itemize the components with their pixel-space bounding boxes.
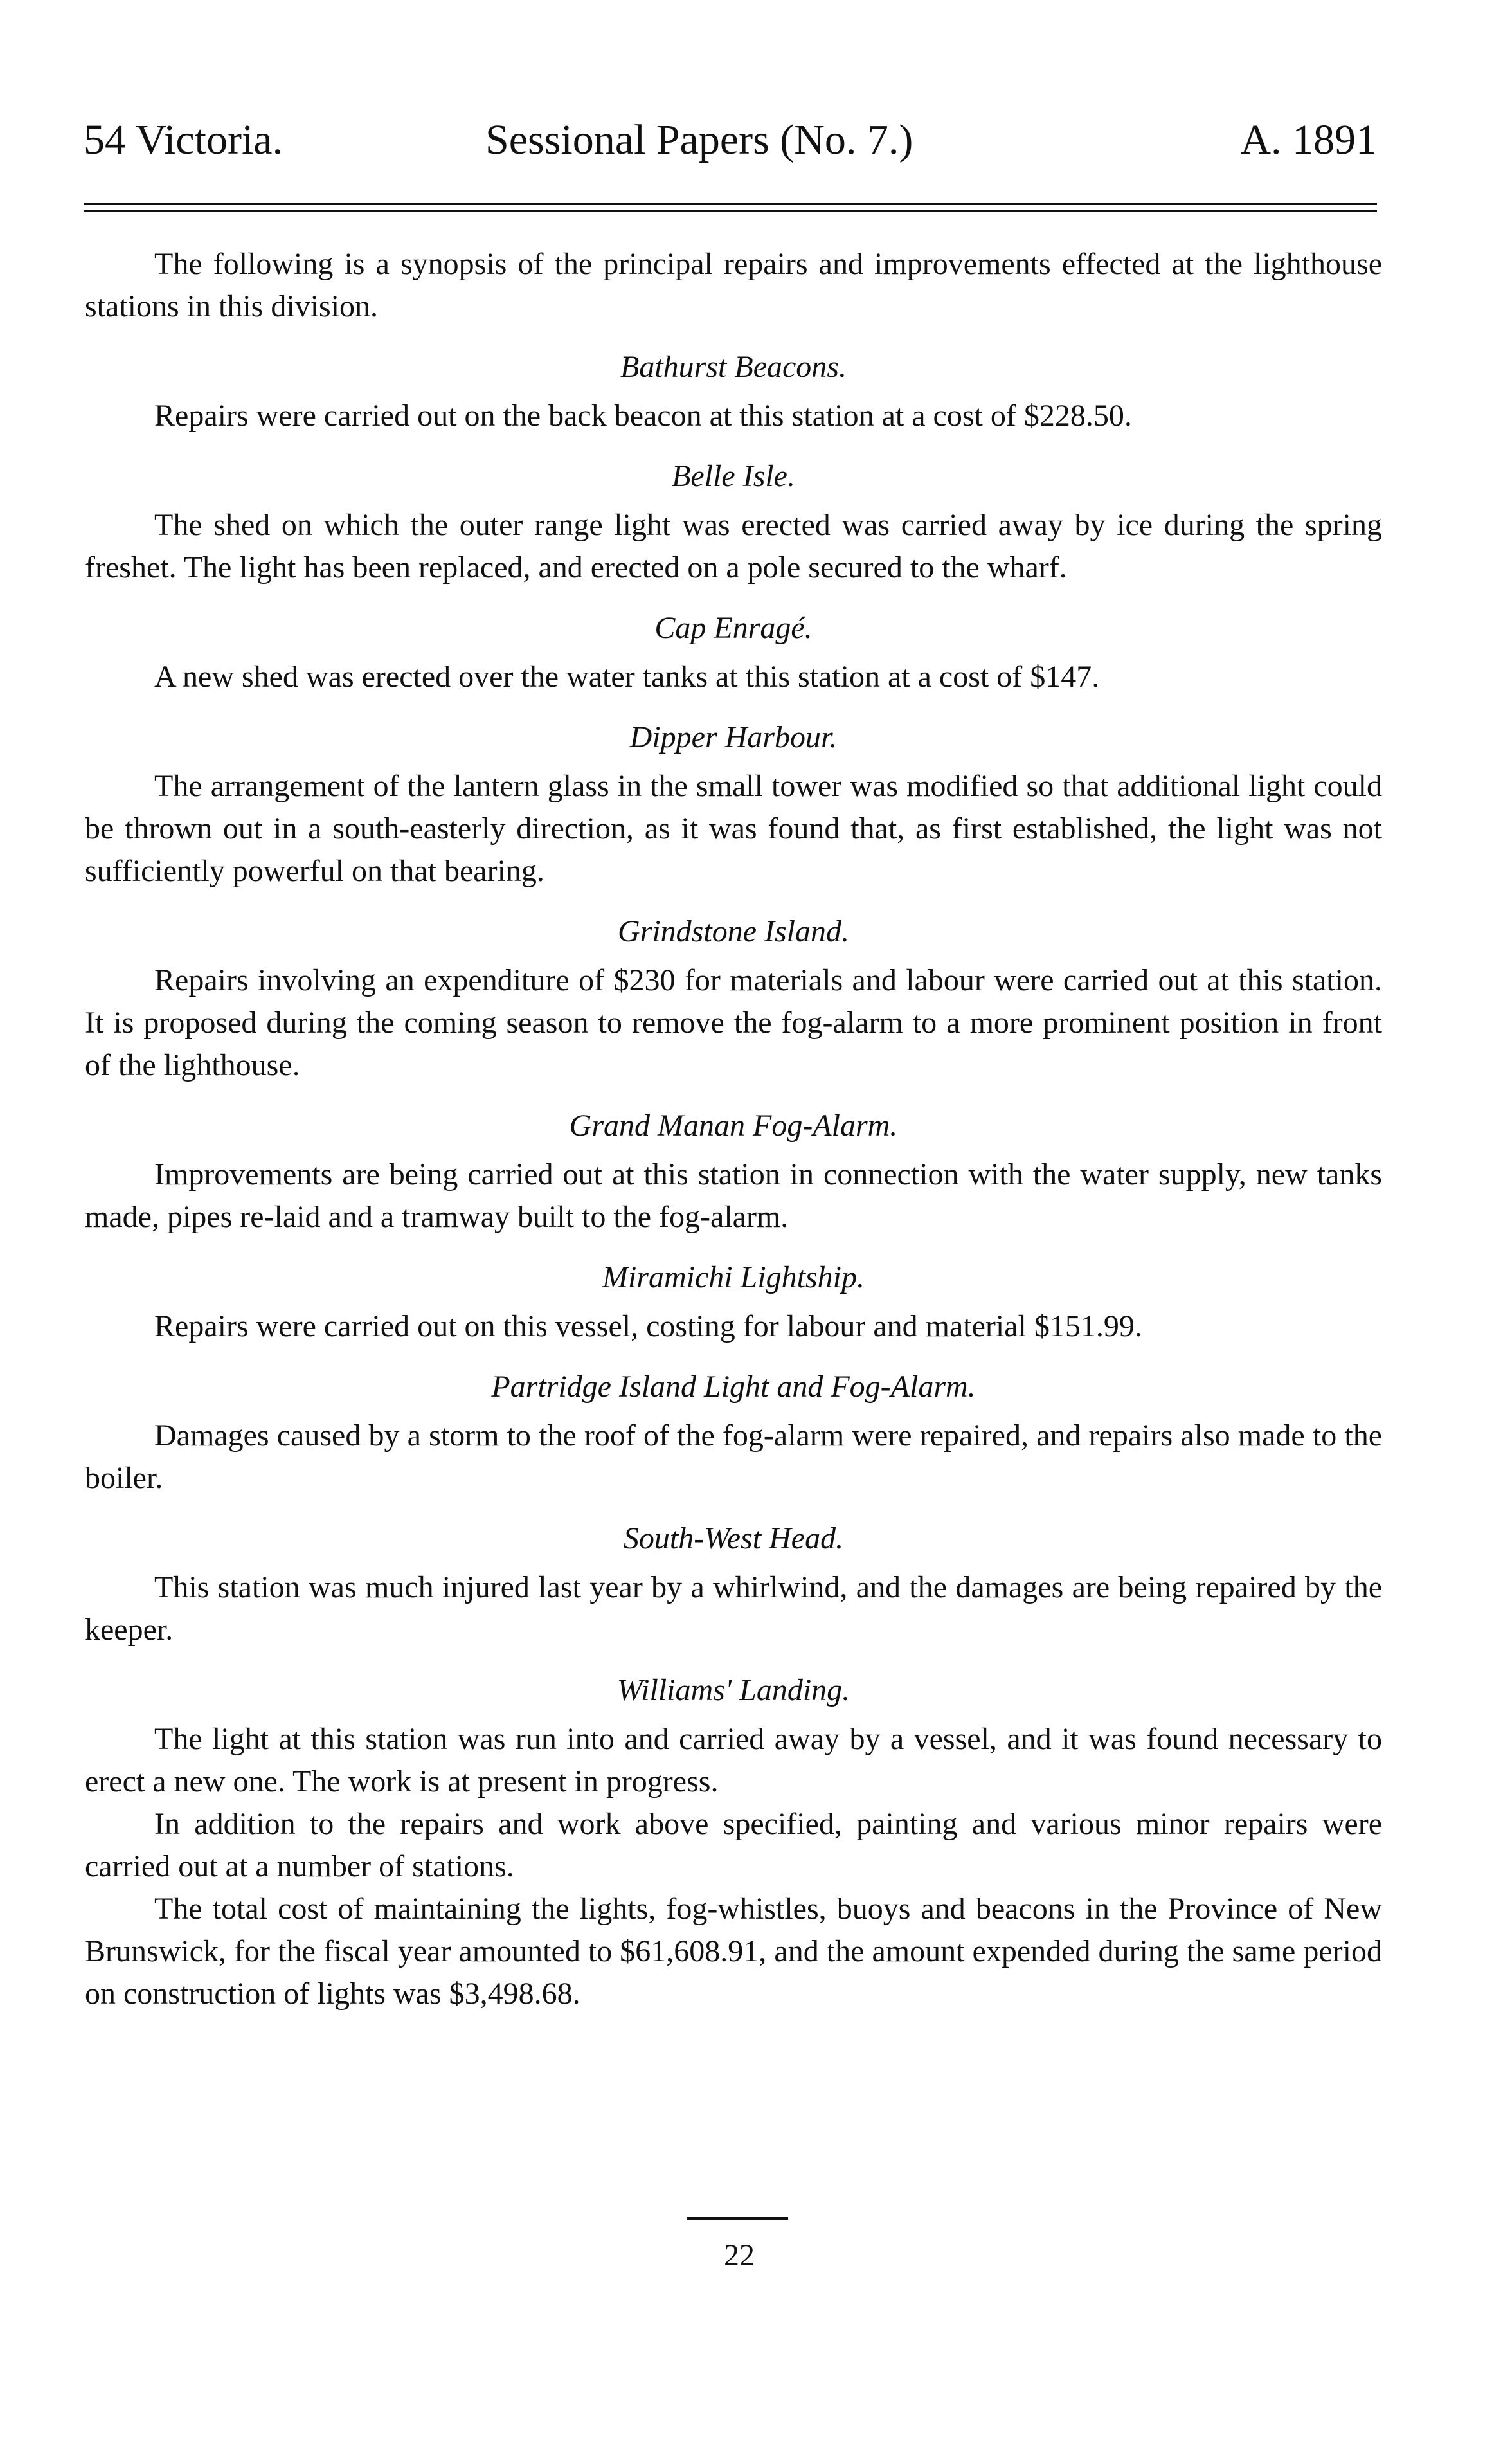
header-year: A. 1891 (1240, 116, 1377, 163)
section-paragraph: This station was much injured last year by a whirlwind, and the damages are being repaired by the keeper. (85, 1570, 1382, 1647)
header-double-rule (84, 203, 1377, 212)
section-heading: Miramichi Lightship. (602, 1260, 865, 1294)
section-paragraph: A new shed was erected over the water tanks at this station at a cost of $147. (154, 660, 1100, 694)
section-paragraph: The arrangement of the lantern glass in the small tower was modified so that additional light could be thrown out in a south-easterly direction, as it was found that, as first established, the light was not sufficiently powerful on that bearing. (85, 769, 1382, 888)
section-heading: Belle Isle. (672, 459, 795, 493)
section-dipper-harbour (85, 716, 1382, 892)
section-miramichi-lightship (85, 1256, 1382, 1348)
page-number-rule (687, 2217, 788, 2220)
section-paragraph: Damages caused by a storm to the roof of the fog-alarm were repaired, and repairs also made to the boiler. (85, 1418, 1382, 1495)
section-paragraph: Repairs were carried out on the back beacon at this station at a cost of $228.50. (154, 399, 1132, 433)
section-belle-isle (85, 455, 1382, 589)
section-grand-manan-fog-alarm (85, 1105, 1382, 1238)
section-heading: Partridge Island Light and Fog-Alarm. (491, 1370, 976, 1404)
section-williams-landing (85, 1669, 1382, 2015)
section-paragraph: The light at this station was run into and carried away by a vessel, and it was found necessary to erect a new one. The work is at present in progress. (85, 1722, 1382, 1798)
section-paragraph: Repairs were carried out on this vessel, costing for labour and material $151.99. (154, 1309, 1142, 1343)
running-head (84, 114, 1377, 166)
section-paragraph: In addition to the repairs and work above specified, painting and various minor repairs were carried out at a number of stations. (85, 1807, 1382, 1883)
section-heading: Grand Manan Fog-Alarm. (569, 1109, 898, 1143)
section-heading: Williams' Landing. (616, 1673, 851, 1707)
section-paragraph: Repairs involving an expenditure of $230 for materials and labour were carried out at this station. It is proposed during the coming season to remove the fog-alarm to a more prominent position in front of the lighthouse. (85, 963, 1382, 1082)
header-volume: 54 Victoria. (84, 116, 284, 163)
section-grindstone-island (85, 910, 1382, 1087)
section-heading: South-West Head. (623, 1521, 844, 1555)
section-paragraph: Improvements are being carried out at this station in connection with the water supply, new tanks made, pipes re-laid and a tramway built to the fog-alarm. (85, 1157, 1382, 1234)
intro-paragraph: The following is a synopsis of the principal repairs and improvements effected at the lighthouse stations in this division. (85, 247, 1382, 323)
section-heading: Dipper Harbour. (629, 720, 838, 754)
section-paragraph: The total cost of maintaining the lights, fog-whistles, buoys and beacons in the Province of New Brunswick, for the fiscal year amounted to $61,608.91, and the amount expended during the same period on construction of lights was $3,498.68. (85, 1892, 1382, 2011)
section-cap-enrage (85, 607, 1382, 698)
section-heading: Grindstone Island. (618, 914, 849, 948)
section-partridge-island (85, 1366, 1382, 1499)
body-text (85, 243, 1382, 2015)
section-paragraph: The shed on which the outer range light was erected was carried away by ice during the spring freshet. The light has been replaced, and erected on a pole secured to the wharf. (85, 508, 1382, 584)
page-number: 22 (724, 2238, 755, 2272)
section-heading: Cap Enragé. (654, 611, 813, 645)
section-south-west-head (85, 1517, 1382, 1651)
header-series: Sessional Papers (No. 7.) (485, 116, 914, 163)
section-bathurst-beacons (85, 346, 1382, 437)
section-heading: Bathurst Beacons. (620, 350, 847, 384)
